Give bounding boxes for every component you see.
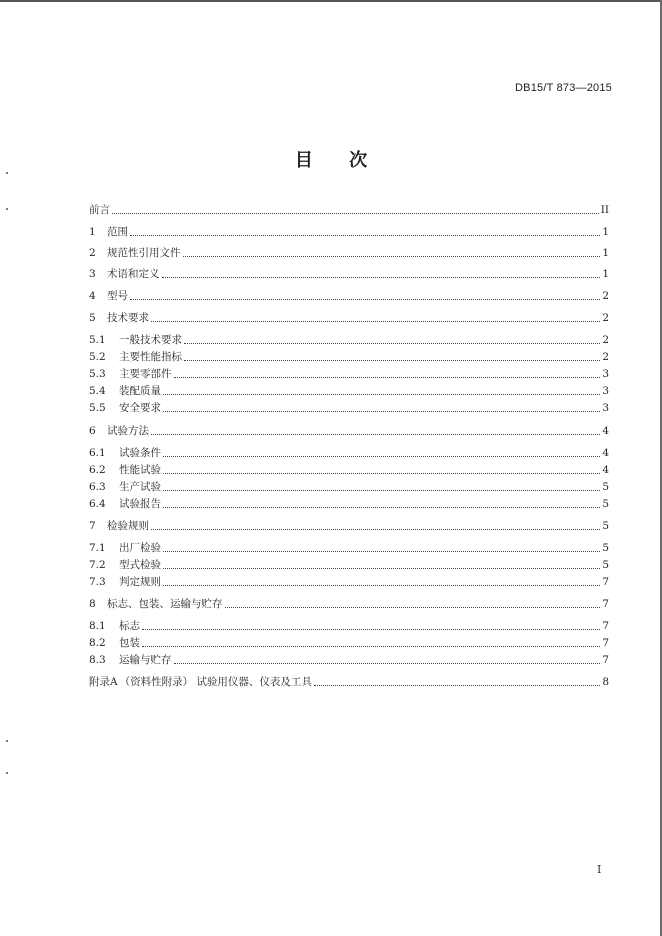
toc-entry-number: 8.1 xyxy=(89,620,106,632)
toc-dot-leader xyxy=(163,584,600,586)
toc-entry-page: 2 xyxy=(602,290,609,302)
toc-entry-page: II xyxy=(600,204,609,216)
scan-speck xyxy=(6,208,8,210)
toc-dot-leader xyxy=(184,359,600,361)
toc-entry-page: 5 xyxy=(602,498,609,510)
toc-entry[interactable] xyxy=(89,332,609,348)
toc-entry-number: 4 xyxy=(89,290,96,302)
toc-entry[interactable] xyxy=(89,400,609,416)
toc-dot-leader xyxy=(163,410,600,412)
scan-speck xyxy=(6,172,8,174)
toc-entry-page: 4 xyxy=(602,447,609,459)
toc-dot-leader xyxy=(225,606,601,608)
toc-entry-label: 标志 xyxy=(119,620,140,632)
toc-entry[interactable] xyxy=(89,310,609,326)
toc-entry-page: 7 xyxy=(602,637,609,649)
toc-dot-leader xyxy=(163,489,600,491)
toc-entry[interactable] xyxy=(89,266,609,282)
toc-entry-page: 2 xyxy=(602,351,609,363)
toc-entry-page: 7 xyxy=(602,654,609,666)
toc-entry-number: 6.3 xyxy=(89,481,106,493)
toc-entry[interactable] xyxy=(89,462,609,478)
toc-entry-page: 5 xyxy=(602,481,609,493)
toc-entry-page: 2 xyxy=(602,334,609,346)
toc-dot-leader xyxy=(163,567,600,569)
toc-entry[interactable] xyxy=(89,445,609,461)
toc-entry-page: 7 xyxy=(602,598,609,610)
toc-entry[interactable] xyxy=(89,349,609,365)
toc-entry-page: 2 xyxy=(602,312,609,324)
toc-entry[interactable] xyxy=(89,496,609,512)
toc-entry[interactable] xyxy=(89,202,609,218)
toc-dot-leader xyxy=(130,234,600,236)
toc-entry-page: 3 xyxy=(602,368,609,380)
toc-dot-leader xyxy=(163,455,600,457)
toc-entry[interactable] xyxy=(89,383,609,399)
toc-dot-leader xyxy=(130,298,600,300)
toc-entry-page: 1 xyxy=(602,226,609,238)
toc-entry-number: 5.4 xyxy=(89,385,106,397)
toc-dot-leader xyxy=(112,212,599,214)
toc-entry-label: 试验方法 xyxy=(107,425,149,437)
toc-entry-page: 3 xyxy=(602,385,609,397)
toc-entry-number: 7.3 xyxy=(89,576,106,588)
toc-entry[interactable] xyxy=(89,540,609,556)
toc-entry-label: （资料性附录） 试验用仪器、仪表及工具 xyxy=(119,676,312,688)
toc-entry-number: 5 xyxy=(89,312,96,324)
toc-entry[interactable] xyxy=(89,652,609,668)
toc-entry-page: 4 xyxy=(602,425,609,437)
toc-entry-number: 5.3 xyxy=(89,368,106,380)
toc-dot-leader xyxy=(142,628,600,630)
toc-entry-page: 5 xyxy=(602,559,609,571)
toc-entry[interactable] xyxy=(89,635,609,651)
toc-entry-number: 1 xyxy=(89,226,96,238)
toc-entry-number: 6.2 xyxy=(89,464,106,476)
toc-entry-page: 1 xyxy=(602,247,609,259)
toc-entry-number: 7.2 xyxy=(89,559,106,571)
toc-entry-page: 7 xyxy=(602,576,609,588)
toc-entry[interactable] xyxy=(89,479,609,495)
toc-dot-leader xyxy=(184,342,600,344)
toc-entry-label: 一般技术要求 xyxy=(119,334,182,346)
page-title: 目 次 xyxy=(294,150,368,171)
toc-entry-label: 试验报告 xyxy=(119,498,161,510)
toc-entry-label: 型号 xyxy=(107,290,128,302)
toc-entry[interactable] xyxy=(89,245,609,261)
toc-entry-label: 装配质量 xyxy=(119,385,161,397)
toc-dot-leader xyxy=(183,255,601,257)
toc-entry-page: 8 xyxy=(602,676,609,688)
toc-dot-leader xyxy=(163,506,600,508)
toc-entry-label: 生产试验 xyxy=(119,481,161,493)
page-number: I xyxy=(597,863,602,876)
scan-speck xyxy=(6,740,8,742)
toc-dot-leader xyxy=(163,472,600,474)
toc-entry-label: 主要性能指标 xyxy=(119,351,182,363)
toc-entry-label: 安全要求 xyxy=(119,402,161,414)
toc-entry-number: 6.4 xyxy=(89,498,106,510)
scan-speck xyxy=(6,772,8,774)
toc-dot-leader xyxy=(163,550,600,552)
toc-entry-number: 5.5 xyxy=(89,402,106,414)
toc-entry-label: 试验条件 xyxy=(119,447,161,459)
toc-entry-page: 7 xyxy=(602,620,609,632)
toc-entry[interactable] xyxy=(89,557,609,573)
toc-dot-leader xyxy=(314,684,600,686)
toc-entry-label: 运输与贮存 xyxy=(119,654,172,666)
toc-entry-label: 技术要求 xyxy=(107,312,149,324)
toc-entry-page: 4 xyxy=(602,464,609,476)
toc-dot-leader xyxy=(151,528,600,530)
toc-entry-label: 术语和定义 xyxy=(107,268,160,280)
toc-dot-leader xyxy=(151,433,600,435)
toc-entry-label: 包装 xyxy=(119,637,140,649)
toc-entry-label: 范围 xyxy=(107,226,128,238)
toc-entry-number: 8 xyxy=(89,598,96,610)
toc-entry-label: 出厂检验 xyxy=(119,542,161,554)
toc-dot-leader xyxy=(142,645,600,647)
toc-entry-page: 5 xyxy=(602,520,609,532)
toc-entry[interactable] xyxy=(89,288,609,304)
toc-dot-leader xyxy=(174,662,601,664)
toc-entry-page: 3 xyxy=(602,402,609,414)
toc-entry[interactable] xyxy=(89,574,609,590)
toc-entry-label: 规范性引用文件 xyxy=(107,247,181,259)
toc-entry-number: 6.1 xyxy=(89,447,106,459)
scan-top-edge xyxy=(0,0,662,2)
toc-entry-number: 2 xyxy=(89,247,96,259)
toc-entry-label: 型式检验 xyxy=(119,559,161,571)
toc-entry-number: 附录A xyxy=(89,676,118,688)
toc-entry-number: 6 xyxy=(89,425,96,437)
toc-entry[interactable] xyxy=(89,618,609,634)
toc-entry-label: 判定规则 xyxy=(119,576,161,588)
toc-entry[interactable] xyxy=(89,366,609,382)
toc-entry[interactable] xyxy=(89,224,609,240)
document-number: DB15/T 873—2015 xyxy=(515,82,612,94)
toc-entry-number: 5.1 xyxy=(89,334,106,346)
toc-dot-leader xyxy=(151,320,600,322)
toc-dot-leader xyxy=(174,376,601,378)
toc-entry[interactable] xyxy=(89,518,609,534)
toc-entry-label: 主要零部件 xyxy=(119,368,172,380)
toc-entry-page: 1 xyxy=(602,268,609,280)
toc-entry-label: 性能试验 xyxy=(119,464,161,476)
toc-dot-leader xyxy=(162,276,601,278)
toc-entry-label: 前言 xyxy=(89,204,110,216)
toc-dot-leader xyxy=(163,393,600,395)
toc-entry-number: 5.2 xyxy=(89,351,106,363)
toc-entry-page: 5 xyxy=(602,542,609,554)
toc-entry-label: 检验规则 xyxy=(107,520,149,532)
toc-entry[interactable] xyxy=(89,674,609,690)
toc-entry-number: 7.1 xyxy=(89,542,106,554)
toc-entry-label: 标志、包装、运输与贮存 xyxy=(107,598,223,610)
toc-entry[interactable] xyxy=(89,596,609,612)
toc-entry-number: 8.3 xyxy=(89,654,106,666)
toc-entry-number: 7 xyxy=(89,520,96,532)
toc-entry-number: 3 xyxy=(89,268,96,280)
toc-entry-number: 8.2 xyxy=(89,637,106,649)
toc-entry[interactable] xyxy=(89,423,609,439)
